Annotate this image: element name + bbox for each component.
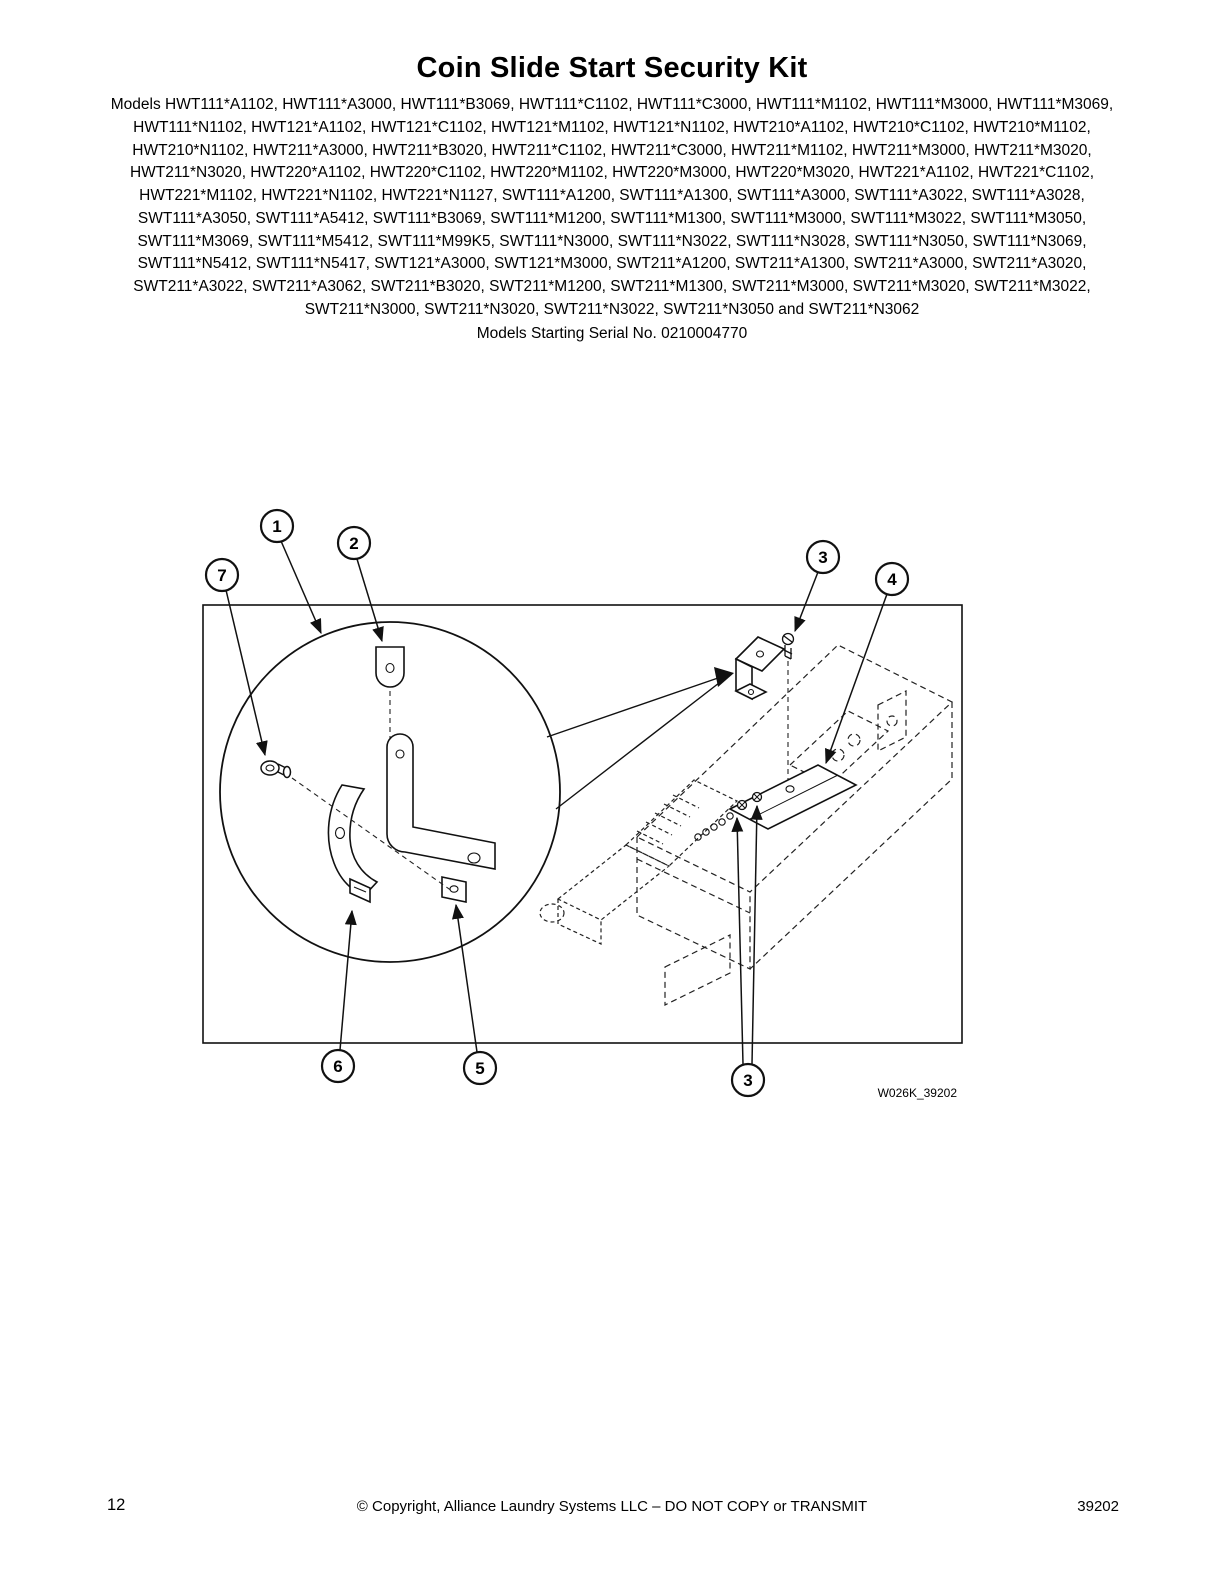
callout-7 — [206, 559, 238, 591]
callout-number: 3 — [743, 1071, 753, 1090]
diagram-area — [190, 497, 975, 1112]
callout-2 — [338, 527, 370, 559]
part-3-screw — [783, 634, 794, 660]
doc-number: 39202 — [1077, 1498, 1119, 1515]
spring-chain — [695, 813, 733, 840]
copyright-line: © Copyright, Alliance Laundry Systems LLC – DO NOT COPY or TRANSMIT — [356, 1498, 868, 1515]
callout-6 — [322, 1050, 354, 1082]
callout-4 — [876, 563, 908, 595]
callout-number: 5 — [475, 1059, 485, 1078]
serial-line: Models Starting Serial No. 0210004770 — [476, 324, 748, 342]
page-number: 12 — [107, 1496, 126, 1514]
parts-diagram — [190, 497, 975, 1107]
figure-label: W026K_39202 — [877, 1086, 957, 1100]
magnifier-pointer — [547, 667, 734, 809]
models-list: Models HWT111*A1102, HWT111*A3000, HWT111*B3069, HWT111*C1102, HWT111*C3000, HWT111*M1102, HWT111*M3000, HWT111*M3069, HWT111*N1102, HWT121*A1102, HWT121*C1102, HWT121*M1102, HWT121*N1102, HWT210*A1102, HWT210*C1102, HWT210*M1102, HWT210*N1102, HWT211*A3000, HWT211*B3020, HWT211*C1102, HWT211*C3000, HWT211*M1102, HWT211*M3000, HWT211*M3020, HWT211*N3020, HWT220*A1102, HWT220*C1102, HWT220*M1102, HWT220*M3000, HWT220*M3020, HWT221*A1102, HWT221*C1102, HWT221*M1102, HWT221*N1102, HWT221*N1127, SWT111*A1200, SWT111*A1300, SWT111*A3000, SWT111*A3022, SWT111*A3028, SWT111*A3050, SWT111*A5412, SWT111*B3069, SWT111*M1200, SWT111*M1300, SWT111*M3000, SWT111*M3022, SWT111*M3050, SWT111*M3069, SWT111*M5412, SWT111*M99K5, SWT111*N3000, SWT111*N3022, SWT111*N3028, SWT111*N3050, SWT111*N3069, SWT111*N5412, SWT111*N5417, SWT121*A3000, SWT121*M3000, SWT211*A1200, SWT211*A1300, SWT211*A3000, SWT211*A3020, SWT211*A3022, SWT211*A3062, SWT211*B3020, SWT211*M1200, SWT211*M1300, SWT211*M3000, SWT211*M3020, SWT211*M3022, SWT211*N3000, SWT211*N3020, SWT211*N3022, SWT211*N3050 and SWT211*N3062 — [110, 96, 1114, 319]
callout-number: 4 — [887, 570, 897, 589]
callout-number: 6 — [333, 1057, 343, 1076]
callout-5 — [464, 1052, 496, 1084]
part-2-tab — [376, 647, 404, 687]
machine-outline — [637, 645, 952, 1005]
part-3-bracket — [736, 637, 784, 699]
callout-number: 3 — [818, 548, 828, 567]
page-header — [0, 0, 1224, 346]
callout-1 — [261, 510, 293, 542]
callout-3-top — [807, 541, 839, 573]
part-4-plate — [730, 765, 856, 829]
callout-number: 1 — [272, 517, 282, 536]
callout-number: 7 — [217, 566, 227, 585]
callout-3-bottom — [732, 1064, 764, 1096]
coin-slide — [540, 780, 737, 944]
page-footer — [0, 1496, 1224, 1526]
page-title: Coin Slide Start Security Kit — [416, 52, 808, 84]
callout-number: 2 — [349, 534, 359, 553]
